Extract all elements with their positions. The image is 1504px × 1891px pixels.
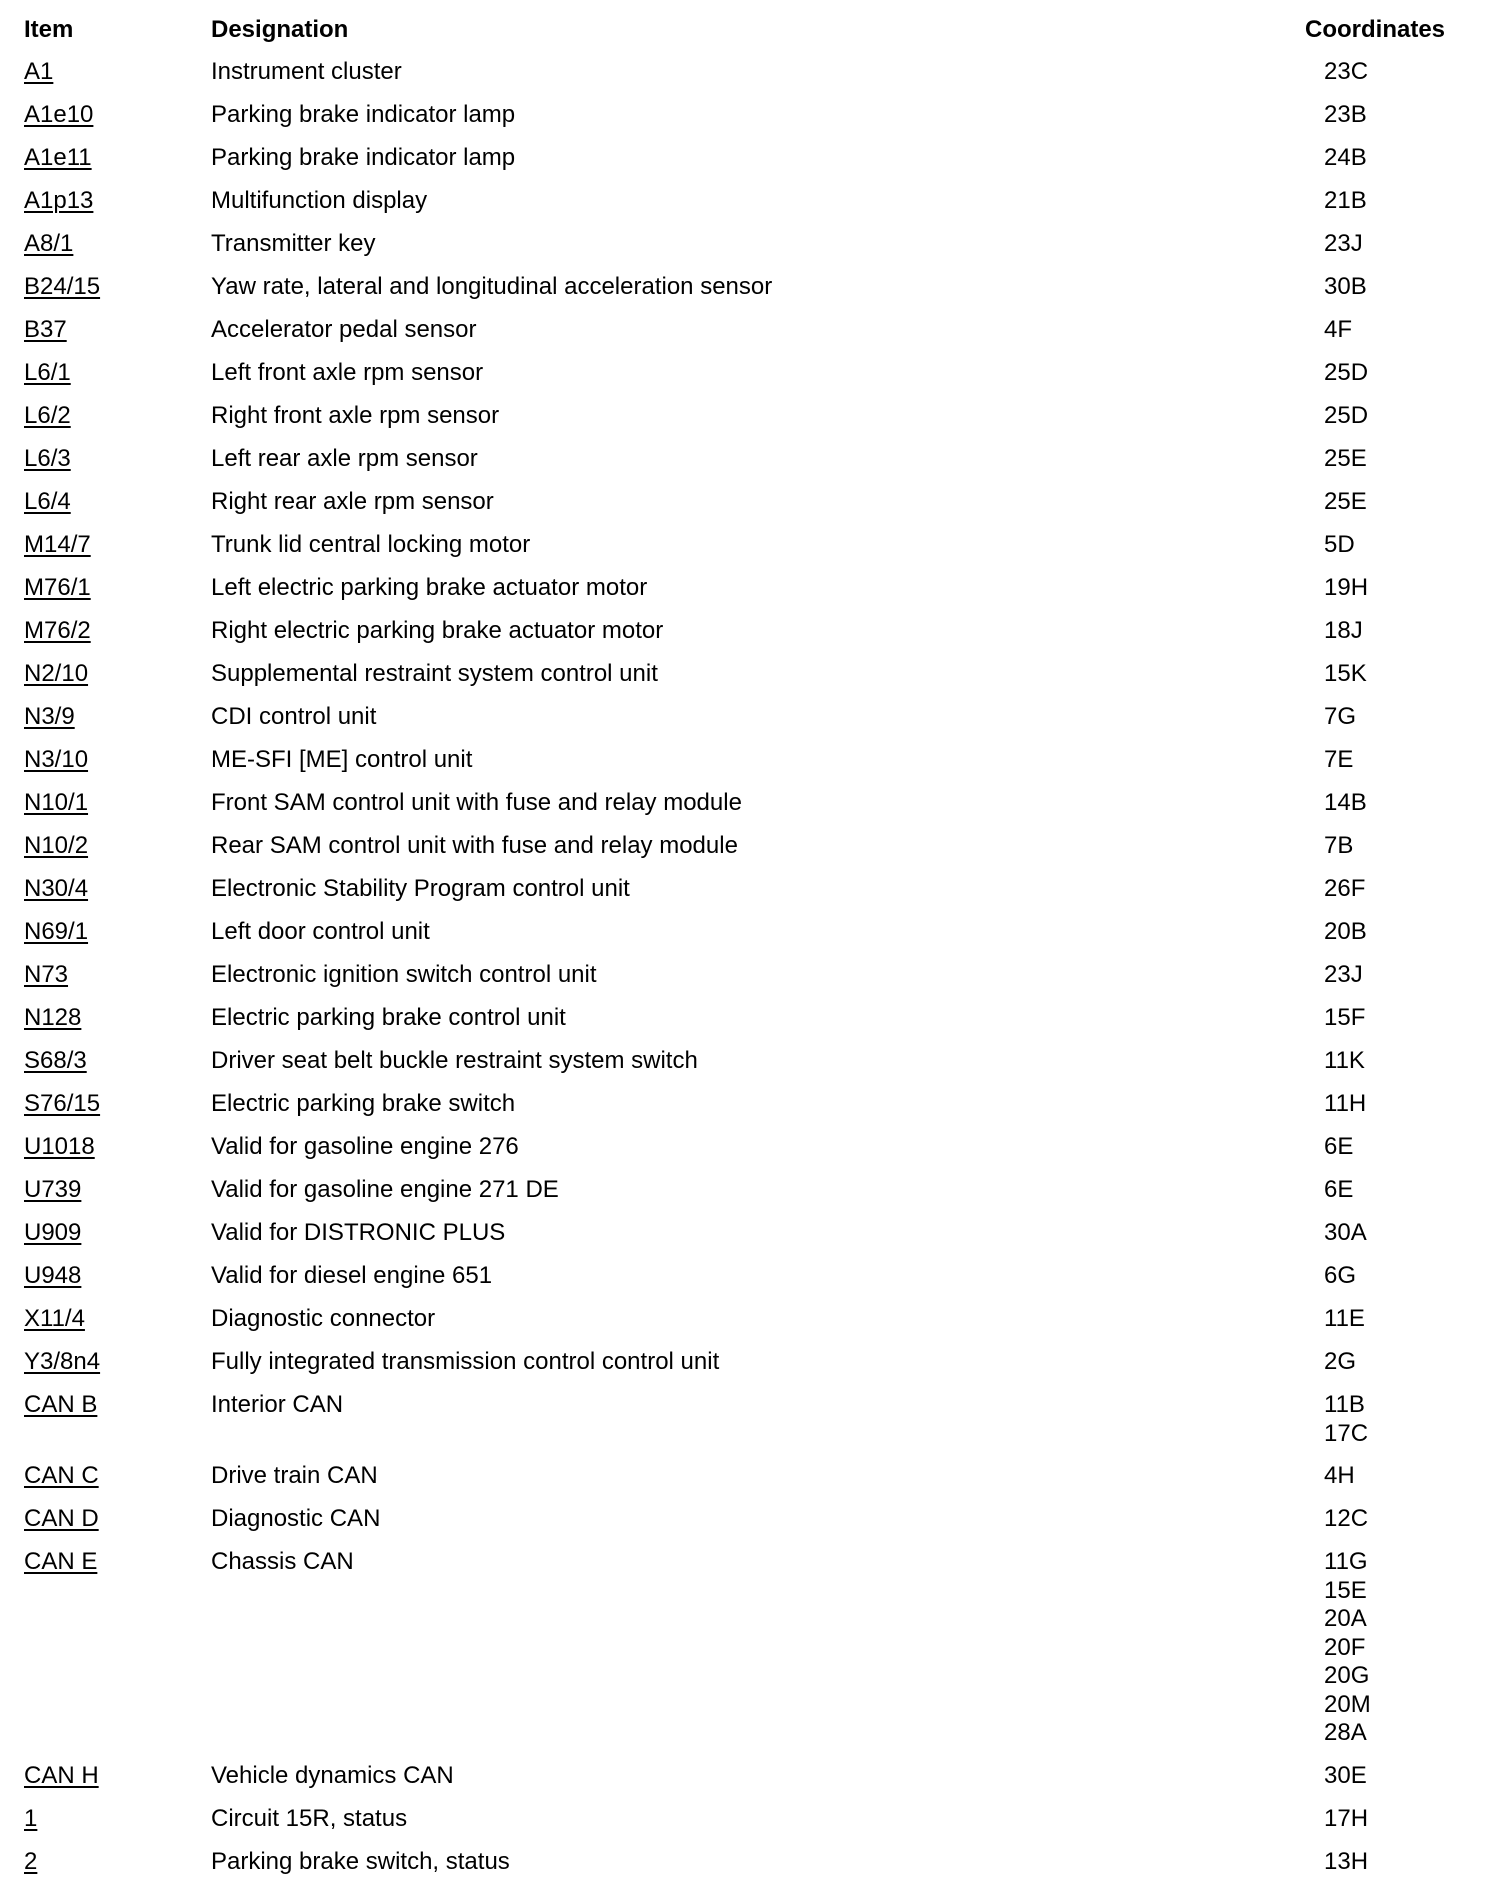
coordinate-value[interactable]: 4H bbox=[1324, 1462, 1355, 1489]
item-link[interactable]: N3/9 bbox=[24, 703, 75, 730]
designation-text: Transmitter key bbox=[211, 230, 376, 257]
item-link[interactable]: U739 bbox=[24, 1176, 82, 1203]
designation-text: Rear SAM control unit with fuse and relay module bbox=[211, 832, 738, 859]
header-designation: Designation bbox=[211, 16, 349, 43]
item-link[interactable]: S68/3 bbox=[24, 1047, 87, 1074]
coordinate-value[interactable]: 25E bbox=[1324, 445, 1367, 472]
coordinate-value[interactable]: 30E bbox=[1324, 1761, 1367, 1789]
coordinates-cell bbox=[1324, 1305, 1484, 1348]
coordinates-cell bbox=[1324, 402, 1484, 445]
coordinate-value[interactable]: 4F bbox=[1324, 316, 1353, 343]
item-link[interactable]: CAN E bbox=[24, 1548, 98, 1575]
coordinate-value[interactable]: 13H bbox=[1324, 1847, 1369, 1875]
coordinates-cell bbox=[1324, 660, 1484, 703]
coordinate-value[interactable]: 23J bbox=[1324, 961, 1363, 988]
item-link[interactable]: N30/4 bbox=[24, 875, 89, 902]
item-link[interactable]: L6/4 bbox=[24, 488, 71, 515]
coordinates-cell bbox=[1324, 230, 1484, 273]
designation-text: Diagnostic CAN bbox=[211, 1505, 381, 1532]
coordinate-value[interactable]: 11E bbox=[1324, 1305, 1365, 1332]
coordinates-cell bbox=[1324, 1219, 1484, 1262]
table-header bbox=[24, 14, 1484, 58]
table-row bbox=[24, 875, 1484, 918]
coordinates-cell bbox=[1324, 273, 1484, 316]
coordinate-value[interactable]: 7G bbox=[1324, 703, 1357, 730]
table-row bbox=[24, 1305, 1484, 1348]
designation-text: Right electric parking brake actuator motor bbox=[211, 617, 664, 644]
table-row bbox=[24, 230, 1484, 273]
table-row bbox=[24, 101, 1484, 144]
designation-text: Parking brake indicator lamp bbox=[211, 101, 516, 128]
item-link[interactable]: L6/2 bbox=[24, 402, 71, 429]
designation-text: Left front axle rpm sensor bbox=[211, 359, 484, 386]
item-link[interactable]: U1018 bbox=[24, 1133, 95, 1160]
coordinates-cell bbox=[1324, 144, 1484, 187]
coordinates-cell bbox=[1324, 746, 1484, 789]
item-link[interactable]: B37 bbox=[24, 316, 67, 343]
item-link[interactable]: CAN H bbox=[24, 1761, 99, 1789]
table-body bbox=[24, 58, 1484, 1891]
table-row bbox=[24, 789, 1484, 832]
coordinate-value[interactable]: 21B bbox=[1324, 187, 1367, 214]
item-link[interactable]: A8/1 bbox=[24, 230, 74, 257]
item-link[interactable]: N3/10 bbox=[24, 746, 89, 773]
table-row bbox=[24, 1004, 1484, 1047]
table-row bbox=[24, 1462, 1484, 1505]
coordinate-value[interactable]: 25E bbox=[1324, 488, 1367, 515]
table-row bbox=[24, 1805, 1484, 1848]
designation-text: Valid for gasoline engine 271 DE bbox=[211, 1176, 559, 1203]
item-link[interactable]: N10/1 bbox=[24, 789, 89, 816]
item-link[interactable]: U909 bbox=[24, 1219, 82, 1246]
coordinate-value[interactable]: 6G bbox=[1324, 1262, 1357, 1289]
item-link[interactable]: B24/15 bbox=[24, 273, 101, 300]
coordinates-cell bbox=[1324, 1348, 1484, 1391]
designation-text: Yaw rate, lateral and longitudinal acceleration sensor bbox=[211, 273, 773, 300]
designation-text: Valid for DISTRONIC PLUS bbox=[211, 1219, 506, 1246]
designation-text: Drive train CAN bbox=[211, 1462, 378, 1489]
designation-text: Diagnostic connector bbox=[211, 1305, 436, 1332]
table-row bbox=[24, 703, 1484, 746]
designation-text: Parking brake indicator lamp bbox=[211, 144, 516, 171]
coordinate-value[interactable]: 30B bbox=[1324, 273, 1367, 300]
designation-text: Multifunction display bbox=[211, 187, 428, 214]
designation-text: Electric parking brake switch bbox=[211, 1090, 516, 1117]
coordinates-cell bbox=[1324, 617, 1484, 660]
table-row bbox=[24, 531, 1484, 574]
coordinate-value[interactable]: 23C bbox=[1324, 58, 1369, 85]
coordinate-value[interactable]: 11K bbox=[1324, 1047, 1365, 1074]
designation-text: Vehicle dynamics CAN bbox=[211, 1761, 454, 1789]
designation-text: Electronic ignition switch control unit bbox=[211, 961, 597, 988]
designation-text: Electric parking brake control unit bbox=[211, 1004, 566, 1031]
coordinate-value[interactable]: 15K bbox=[1324, 660, 1367, 687]
item-link[interactable]: U948 bbox=[24, 1262, 82, 1289]
coordinate-value[interactable]: 12C bbox=[1324, 1505, 1369, 1532]
coordinates-cell bbox=[1324, 1505, 1484, 1548]
table-row bbox=[24, 1262, 1484, 1305]
item-link[interactable]: 1 bbox=[24, 1804, 38, 1832]
coordinates-cell bbox=[1324, 1262, 1484, 1305]
coordinates-cell bbox=[1324, 832, 1484, 875]
coordinates-cell bbox=[1324, 1047, 1484, 1090]
table-row bbox=[24, 617, 1484, 660]
designation-text: ME-SFI [ME] control unit bbox=[211, 746, 473, 773]
designation-text: Left electric parking brake actuator motor bbox=[211, 574, 648, 601]
coordinate-value[interactable]: 11G bbox=[1324, 1548, 1368, 1575]
coordinates-cell bbox=[1324, 445, 1484, 488]
item-link[interactable]: A1e10 bbox=[24, 101, 94, 128]
coordinate-value[interactable]: 7E bbox=[1324, 746, 1354, 773]
designation-text: Circuit 15R, status bbox=[211, 1804, 408, 1832]
coordinate-value[interactable]: 17H bbox=[1324, 1804, 1369, 1832]
item-link[interactable]: N69/1 bbox=[24, 918, 89, 945]
table-row bbox=[24, 1548, 1484, 1762]
item-link[interactable]: A1p13 bbox=[24, 187, 94, 214]
coordinates-cell bbox=[1324, 488, 1484, 531]
table-row bbox=[24, 1391, 1484, 1462]
item-link[interactable]: N73 bbox=[24, 961, 69, 988]
coordinate-value[interactable]: 18J bbox=[1324, 617, 1363, 644]
table-row bbox=[24, 1090, 1484, 1133]
coordinates-cell bbox=[1324, 703, 1484, 746]
table-row bbox=[24, 316, 1484, 359]
designation-text: Valid for gasoline engine 276 bbox=[211, 1133, 519, 1160]
coordinates-cell bbox=[1324, 1462, 1484, 1505]
table-row bbox=[24, 918, 1484, 961]
table-row bbox=[24, 144, 1484, 187]
designation-text: Right rear axle rpm sensor bbox=[211, 488, 494, 515]
coordinates-cell bbox=[1324, 961, 1484, 1004]
coordinate-value[interactable]: 20G bbox=[1324, 1662, 1370, 1689]
item-link[interactable]: 2 bbox=[24, 1847, 38, 1875]
coordinate-value[interactable]: 23B bbox=[1324, 101, 1367, 128]
coordinate-value[interactable]: 23J bbox=[1324, 230, 1363, 257]
coordinates-cell bbox=[1324, 1548, 1484, 1762]
coordinates-cell bbox=[1324, 359, 1484, 402]
designation-text: Supplemental restraint system control unit bbox=[211, 660, 658, 687]
table-row bbox=[24, 746, 1484, 789]
header-item: Item bbox=[24, 16, 74, 43]
coordinates-cell bbox=[1324, 1176, 1484, 1219]
coordinates-cell bbox=[1324, 101, 1484, 144]
coordinate-value[interactable]: 11H bbox=[1324, 1090, 1367, 1117]
coordinates-cell bbox=[1324, 574, 1484, 617]
item-link[interactable]: CAN D bbox=[24, 1505, 99, 1532]
coordinate-value[interactable]: 6E bbox=[1324, 1133, 1354, 1160]
coordinate-value[interactable]: 30A bbox=[1324, 1219, 1367, 1246]
table-row bbox=[24, 359, 1484, 402]
coordinate-value[interactable]: 20A bbox=[1324, 1605, 1367, 1632]
table-row bbox=[24, 488, 1484, 531]
coordinate-value[interactable]: 20F bbox=[1324, 1633, 1366, 1661]
coordinate-value[interactable]: 19H bbox=[1324, 574, 1369, 601]
item-link[interactable]: M76/2 bbox=[24, 617, 91, 644]
designation-text: Front SAM control unit with fuse and relay module bbox=[211, 789, 742, 816]
item-link[interactable]: N128 bbox=[24, 1004, 82, 1031]
coordinate-value[interactable]: 17C bbox=[1324, 1419, 1369, 1447]
item-link[interactable]: L6/1 bbox=[24, 359, 71, 386]
coordinates-cell bbox=[1324, 1805, 1484, 1848]
coordinates-cell bbox=[1324, 316, 1484, 359]
coordinate-value[interactable]: 25D bbox=[1324, 402, 1369, 429]
table-row bbox=[24, 445, 1484, 488]
coordinate-value[interactable]: 25D bbox=[1324, 359, 1369, 386]
coordinate-value[interactable]: 20B bbox=[1324, 918, 1367, 945]
designation-text: Accelerator pedal sensor bbox=[211, 316, 477, 343]
table-row bbox=[24, 961, 1484, 1004]
item-link[interactable]: A1e11 bbox=[24, 144, 92, 171]
coordinates-cell bbox=[1324, 531, 1484, 574]
table-row bbox=[24, 660, 1484, 703]
designation-text: Instrument cluster bbox=[211, 58, 402, 85]
item-link[interactable]: CAN C bbox=[24, 1462, 99, 1489]
coordinates-cell bbox=[1324, 1391, 1484, 1462]
designation-text: Electronic Stability Program control unit bbox=[211, 875, 630, 902]
item-link[interactable]: N10/2 bbox=[24, 832, 89, 859]
designation-text: Valid for diesel engine 651 bbox=[211, 1262, 493, 1289]
coordinates-cell bbox=[1324, 918, 1484, 961]
table-row bbox=[24, 273, 1484, 316]
coordinates-cell bbox=[1324, 187, 1484, 230]
coordinates-cell bbox=[1324, 1004, 1484, 1047]
item-link[interactable]: L6/3 bbox=[24, 445, 71, 472]
table-row bbox=[24, 1047, 1484, 1090]
item-link[interactable]: S76/15 bbox=[24, 1090, 101, 1117]
designation-text: Left rear axle rpm sensor bbox=[211, 445, 478, 472]
legend-table bbox=[24, 14, 1484, 1891]
coordinates-cell bbox=[1324, 58, 1484, 101]
table-row bbox=[24, 1348, 1484, 1391]
item-link[interactable]: N2/10 bbox=[24, 660, 89, 687]
coordinate-value[interactable]: 24B bbox=[1324, 144, 1367, 171]
coordinate-value[interactable]: 11B bbox=[1324, 1391, 1365, 1418]
table-row bbox=[24, 1762, 1484, 1805]
coordinates-cell bbox=[1324, 875, 1484, 918]
table-row bbox=[24, 58, 1484, 101]
designation-text: CDI control unit bbox=[211, 703, 377, 730]
designation-text: Driver seat belt buckle restraint system switch bbox=[211, 1047, 698, 1074]
coordinate-value[interactable]: 14B bbox=[1324, 789, 1367, 816]
coordinate-value[interactable]: 6E bbox=[1324, 1176, 1354, 1203]
item-link[interactable]: X11/4 bbox=[24, 1305, 85, 1332]
coordinates-cell bbox=[1324, 789, 1484, 832]
table-row bbox=[24, 402, 1484, 445]
coordinate-value[interactable]: 15F bbox=[1324, 1004, 1366, 1031]
item-link[interactable]: M14/7 bbox=[24, 531, 91, 558]
coordinates-cell bbox=[1324, 1090, 1484, 1133]
coordinate-value[interactable]: 2G bbox=[1324, 1348, 1357, 1375]
designation-text: Chassis CAN bbox=[211, 1548, 354, 1575]
table-row bbox=[24, 1176, 1484, 1219]
item-link[interactable]: M76/1 bbox=[24, 574, 91, 601]
table-row bbox=[24, 187, 1484, 230]
table-row bbox=[24, 1848, 1484, 1891]
coordinate-value[interactable]: 7B bbox=[1324, 832, 1354, 859]
designation-text: Left door control unit bbox=[211, 918, 430, 945]
coordinate-value[interactable]: 20M bbox=[1324, 1690, 1371, 1718]
coordinate-value[interactable]: 15E bbox=[1324, 1576, 1367, 1604]
designation-text: Trunk lid central locking motor bbox=[211, 531, 531, 558]
table-row bbox=[24, 1505, 1484, 1548]
coordinate-value[interactable]: 5D bbox=[1324, 531, 1355, 558]
item-link[interactable]: A1 bbox=[24, 58, 54, 85]
table-row bbox=[24, 1133, 1484, 1176]
table-row bbox=[24, 574, 1484, 617]
designation-text: Fully integrated transmission control control unit bbox=[211, 1348, 720, 1375]
table-row bbox=[24, 832, 1484, 875]
coordinate-value[interactable]: 28A bbox=[1324, 1719, 1367, 1746]
item-link[interactable]: CAN B bbox=[24, 1391, 98, 1418]
coordinates-cell bbox=[1324, 1762, 1484, 1805]
designation-text: Parking brake switch, status bbox=[211, 1847, 510, 1875]
table-row bbox=[24, 1219, 1484, 1262]
coordinates-cell bbox=[1324, 1133, 1484, 1176]
coordinate-value[interactable]: 26F bbox=[1324, 875, 1366, 902]
designation-text: Right front axle rpm sensor bbox=[211, 402, 500, 429]
item-link[interactable]: Y3/8n4 bbox=[24, 1348, 101, 1375]
designation-text: Interior CAN bbox=[211, 1391, 344, 1418]
coordinates-cell bbox=[1324, 1848, 1484, 1891]
header-coordinates: Coordinates bbox=[1305, 16, 1446, 43]
